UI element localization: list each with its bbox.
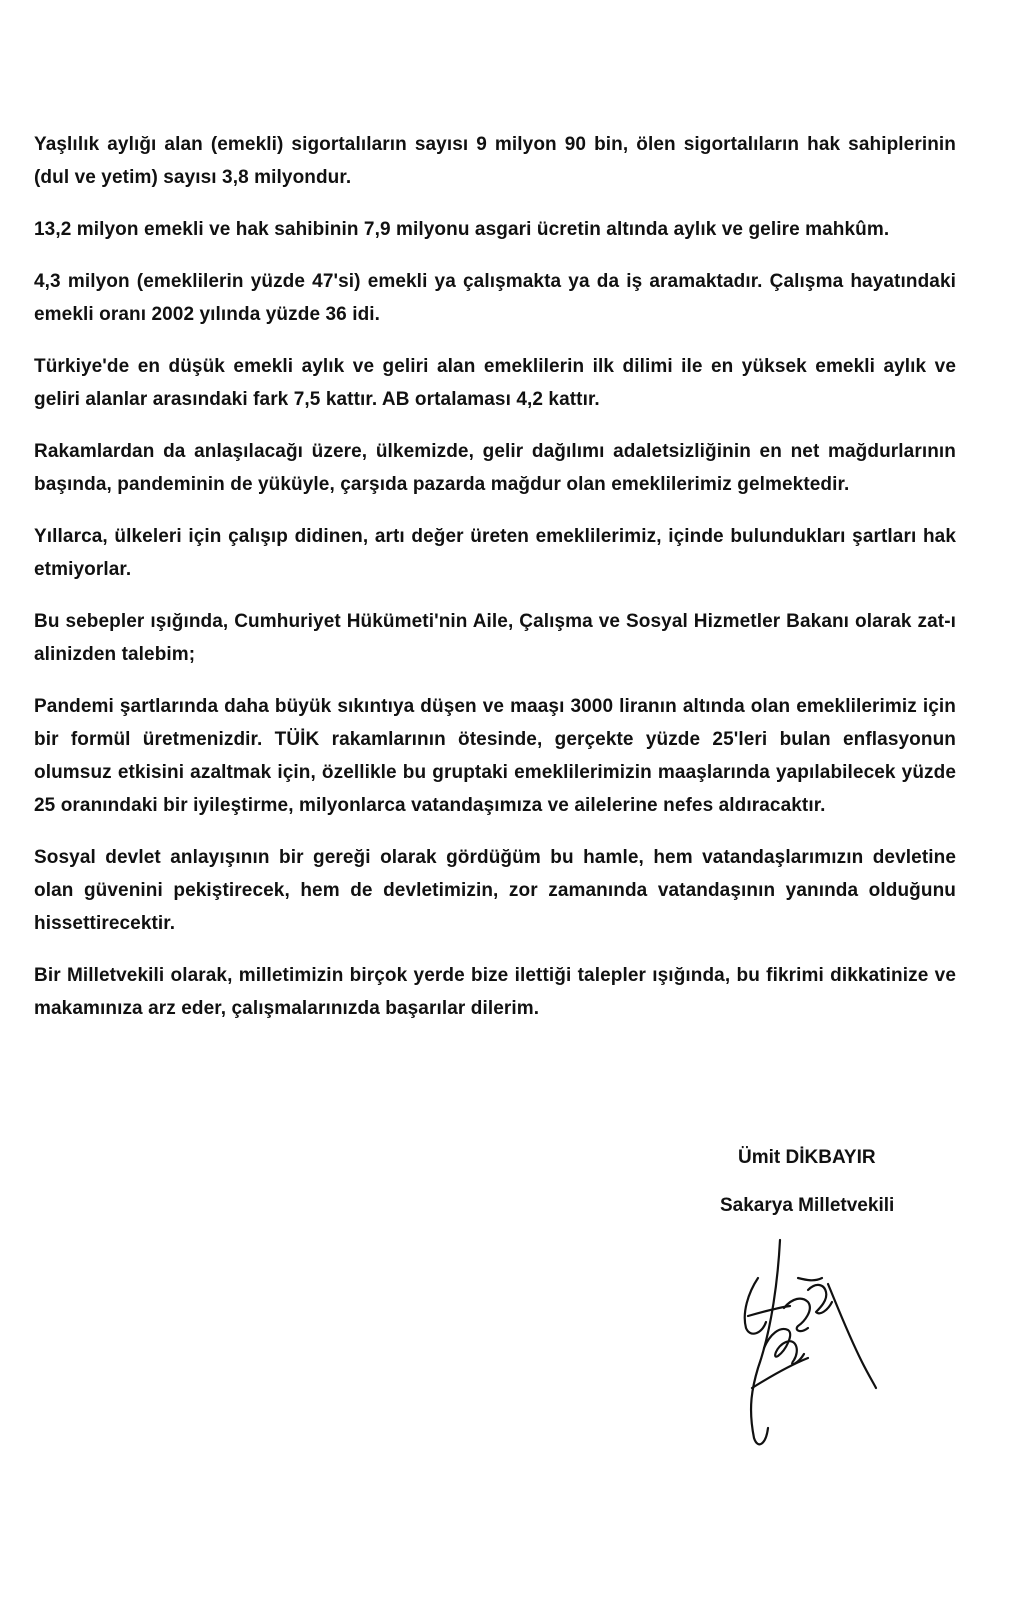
letter-body xyxy=(34,128,956,1044)
paragraph-pensioners-deserve: Yıllarca, ülkeleri için çalışıp didinen, artı değer üreten emeklilerimiz, içinde bulundukları şartları hak etmiyorlar. xyxy=(34,526,956,580)
handwritten-signature xyxy=(728,1238,878,1458)
paragraph-request-intro: Bu sebepler ışığında, Cumhuriyet Hükümeti'nin Aile, Çalışma ve Sosyal Hizmetler Bakanı olarak zat-ı alinizden talebim; xyxy=(34,611,956,665)
paragraph-minimum-wage: 13,2 milyon emekli ve hak sahibinin 7,9 milyonu asgari ücretin altında aylık ve gelire mahkûm. xyxy=(34,219,890,240)
paragraph-request-formula: Pandemi şartlarında daha büyük sıkıntıya düşen ve maaşı 3000 liranın altında olan emeklilerimiz için bir formül üretmenizdir. TÜİK rakamlarının ötesinde, gerçekte yüzde 25'leri bulan enflasyonun olumsuz etkisini azaltmak için, özellikle bu gruptaki emeklilerimizin maaşlarında yapılabilecek yüzde 25 oranındaki bir iyileştirme, milyonlarca vatandaşımıza ve ailelerine nefes aldıracaktır. xyxy=(34,696,956,816)
paragraph-income-inequality: Rakamlardan da anlaşılacağı üzere, ülkemizde, gelir dağılımı adaletsizliğinin en net mağdurlarının başında, pandeminin de yüküyle, çarşıda pazarda mağdur olan emeklilerimiz gelmektedir. xyxy=(34,441,956,495)
signatory-title: Sakarya Milletvekili xyxy=(720,1195,895,1216)
paragraph-social-state: Sosyal devlet anlayışının bir gereği olarak gördüğüm bu hamle, hem vatandaşlarımızın devletine olan güvenini pekiştirecek, hem de devletimizin, zor zamanında vatandaşının yanında olduğunu hissettirecektir. xyxy=(34,847,956,934)
signature-block xyxy=(720,1138,980,1226)
paragraph-working-pensioners: 4,3 milyon (emeklilerin yüzde 47'si) emekli ya çalışmakta ya da iş aramaktadır. Çalışma hayatındaki emekli oranı 2002 yılında yüzde 36 idi. xyxy=(34,271,956,325)
signatory-name: Ümit DİKBAYIR xyxy=(738,1147,876,1168)
paragraph-income-gap: Türkiye'de en düşük emekli aylık ve geliri alan emeklilerin ilk dilimi ile en yüksek emekli aylık ve geliri alanlar arasındaki fark 7,5 kattır. AB ortalaması 4,2 kattır. xyxy=(34,356,956,410)
paragraph-closing: Bir Milletvekili olarak, milletimizin birçok yerde bize ilettiği talepler ışığında, bu fikrimi dikkatinize ve makamınıza arz eder, çalışmalarınızda başarılar dilerim. xyxy=(34,965,956,1019)
paragraph-pensioner-count: Yaşlılık aylığı alan (emekli) sigortalıların sayısı 9 milyon 90 bin, ölen sigortalıların hak sahiplerinin (dul ve yetim) sayısı 3,8 milyondur. xyxy=(34,134,956,188)
